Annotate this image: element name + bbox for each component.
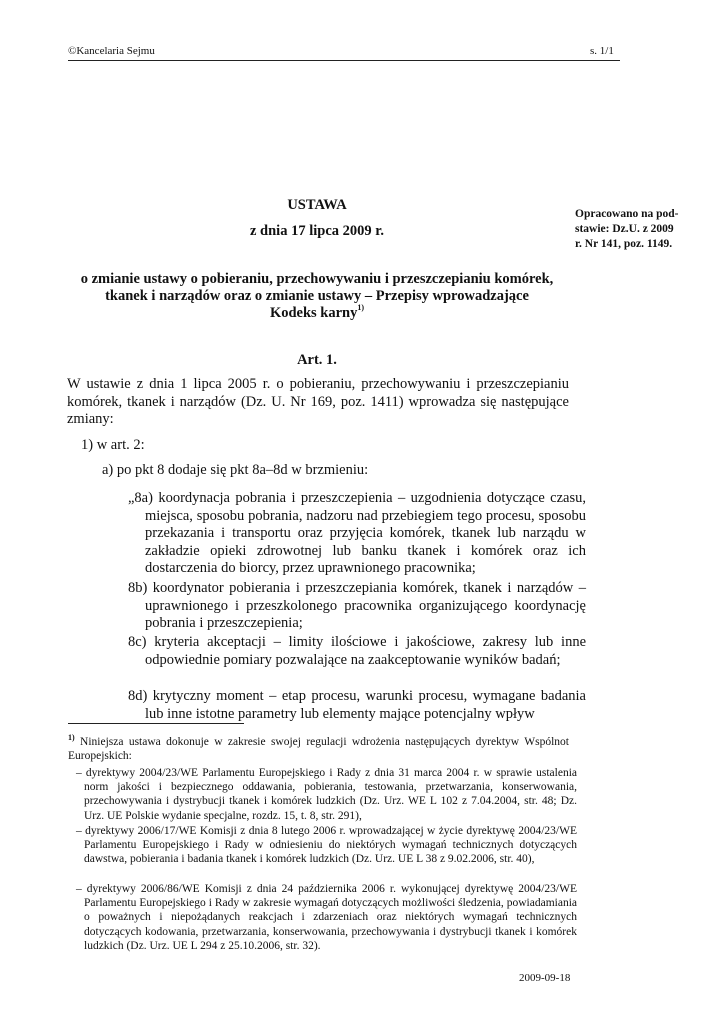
definition-8c: 8c) kryteria akceptacji – limity ilościowe i jakościowe, zakresy lub inne odpowiednie pomiary pozwalające na zaakceptowanie wyników badań;: [128, 634, 586, 668]
source-note-line: Opracowano na pod-: [575, 208, 679, 220]
definition-8a: „8a) koordynacja pobrania i przeszczepienia – uzgodnienia dotyczące czasu, miejsca, sposobu pobrania, nadzoru nad przebiegiem tego procesu, sposobu przekazania i transportu oraz przyjęcia komórek, tkanek lub narządu w zakładzie opieki zdrowotnej lub banku tkanek i komórek oraz ich dostarczenia do biorcy, przez uprawnionego pracownika;: [128, 490, 586, 577]
footnote-mark: 1): [68, 733, 75, 742]
footer-date: 2009-09-18: [519, 972, 571, 984]
footnote-directive: – dyrektywy 2006/17/WE Komisji z dnia 8 lutego 2006 r. wprowadzającej w życie dyrektywę 2004/23/WE Parlamentu Europejskiego i Rady w odniesieniu do niektórych wymagań technicznych dotyczących dawstwa, pobierania i badania tkanek i komórek ludzkich (Dz. Urz. UE L 38 z 9.02.2006, str. 40),: [76, 825, 577, 866]
subject-line: o zmianie ustawy o pobieraniu, przechowywaniu i przeszczepianiu komórek,: [80, 271, 554, 287]
definition-8b: 8b) koordynator pobierania i przeszczepiania komórek, tkanek i narządów – uprawnionego i przeszkolonego pracownika organizującego koordynację pobrania i przeszczepienia;: [128, 580, 586, 632]
article-intro: W ustawie z dnia 1 lipca 2005 r. o pobieraniu, przechowywaniu i przeszczepianiu komórek, tkanek i narządów (Dz. U. Nr 169, poz. 1411) wprowadza się następujące zmiany:: [67, 376, 569, 428]
footnote-intro-text: Niniejsza ustawa dokonuje w zakresie swojej regulacji wdrożenia następujących dyrektyw Wspólnot Europejskich:: [68, 736, 569, 763]
article-heading: Art. 1.: [297, 352, 337, 368]
amendment-item: 1) w art. 2:: [81, 437, 145, 453]
header-page-number: s. 1/1: [590, 45, 614, 57]
source-note: [575, 207, 695, 252]
subject-line-text: Kodeks karny: [269, 305, 358, 321]
document-type-title: USTAWA: [287, 197, 347, 213]
amendment-subitem: a) po pkt 8 dodaje się pkt 8a–8d w brzmieniu:: [102, 462, 369, 478]
footnote-directive: – dyrektywy 2006/86/WE Komisji z dnia 24 października 2006 r. wykonującej dyrektywę 2004/23/WE Parlamentu Europejskiego i Rady w zakresie wymagań dotyczących możliwości śledzenia, powiadamiania o poważnych i niepożądanych reakcjach i zdarzeniach oraz niektórych wymagań technicznych dotyczących kodowania, przetwarzania, konserwowania, przechowywania i dystrybucji tkanek i komórek ludzkich (Dz. Urz. UE L 294 z 25.10.2006, str. 32).: [76, 883, 577, 952]
footnote-reference: 1): [357, 303, 365, 312]
subject-line: [67, 305, 567, 322]
document-subject: [67, 271, 567, 322]
footnote-intro: [68, 735, 569, 763]
document-date: z dnia 17 lipca 2009 r.: [249, 223, 384, 239]
source-note-line: r. Nr 141, poz. 1149.: [575, 238, 673, 250]
definition-8d: 8d) krytyczny moment – etap procesu, warunki procesu, wymagane badania lub inne istotne parametry lub elementy mające potencjalny wpływ: [128, 688, 586, 722]
source-note-line: stawie: Dz.U. z 2009: [575, 223, 674, 235]
footnote-directive: – dyrektywy 2004/23/WE Parlamentu Europejskiego i Rady z dnia 31 marca 2004 r. w sprawie ustalenia norm jakości i bezpiecznego oddawania, pobierania, testowania, przetwarzania, konserwowania, przechowywania i dystrybucji tkanek i komórek ludzkich (Dz. Urz. WE L 102 z 7.04.2004, str. 48; Dz. Urz. UE Polskie wydanie specjalne, rozdz. 15, t. 8, str. 291),: [76, 767, 577, 822]
header-divider: [68, 60, 620, 61]
footnote-divider: [68, 723, 244, 724]
subject-line: tkanek i narządów oraz o zmianie ustawy – Przepisy wprowadzające: [105, 288, 529, 304]
header-publisher: ©Kancelaria Sejmu: [68, 45, 155, 57]
